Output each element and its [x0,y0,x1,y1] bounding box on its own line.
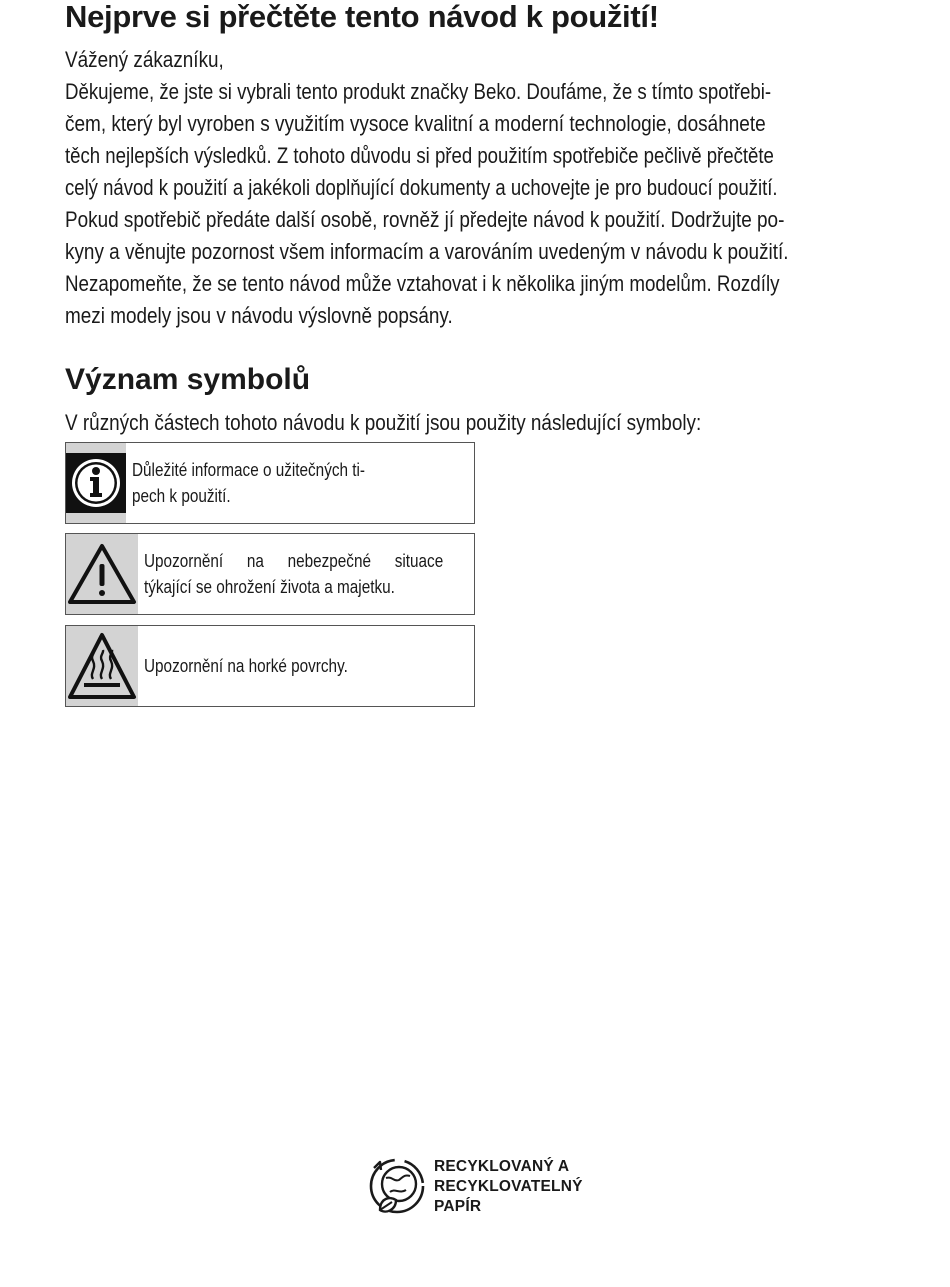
recycled-paper-icon [366,1152,428,1222]
intro-paragraph [65,76,887,332]
logo-line-2: RECYKLOVATELNÝ [434,1178,583,1195]
symbol-row-hot-surface [65,625,475,707]
symbol-text-cell [138,626,510,706]
intro-line: Pokud spotřebič předáte další osobě, rovněž jí předejte návod k použití. Dodržujte po- [65,207,785,232]
symbols-intro: V různých částech tohoto návodu k použití jsou použity následující symboly: [65,410,702,435]
intro-line: celý návod k použití a jakékoli doplňující dokumenty a uchovejte je pro budoucí použití. [65,175,778,200]
recycled-paper-label [434,1157,583,1217]
symbol-row-warning [65,533,475,615]
intro-line: kyny a věnujte pozornost všem informacím a varováním uvedeným v návodu k použití. [65,239,789,264]
hot-surface-icon [66,631,138,701]
logo-line-1: RECYKLOVANÝ A [434,1158,570,1175]
intro-line: Děkujeme, že jste si vybrali tento produkt značky Beko. Doufáme, že s tímto spotřebi- [65,79,772,104]
symbol-icon-cell [66,443,126,523]
symbol-description-line: pech k použití. [132,486,231,506]
symbol-icon-cell [66,534,138,614]
intro-line: mezi modely jsou v návodu výslovně popsány. [65,303,453,328]
symbol-description-line: Upozornění na nebezpečné situace [144,551,444,571]
info-icon [66,453,126,513]
intro-line: Nezapomeňte, že se tento návod může vztahovat i k několika jiným modelům. Rozdíly [65,271,780,296]
intro-line: těch nejlepších výsledků. Z tohoto důvodu si před použitím spotřebiče pečlivě přečtěte [65,143,774,168]
logo-line-3: PAPÍR [434,1198,482,1215]
symbol-description-line: Důležité informace o užitečných ti- [132,460,366,480]
symbols-heading: Význam symbolů [65,363,311,396]
symbol-description [132,457,438,509]
recycled-paper-logo [366,1152,583,1222]
symbol-description: Upozornění na horké povrchy. [144,656,348,676]
greeting: Vážený zákazníku, [65,47,224,72]
symbol-description-line: týkající se ohrožení života a majetku. [144,577,395,597]
intro-line: čem, který byl vyroben s využitím vysoce kvalitní a moderní technologie, dosáhnete [65,111,766,136]
symbol-icon-cell [66,626,138,706]
symbol-row-info [65,442,475,524]
symbol-text-cell [126,443,498,523]
symbol-description [144,548,450,600]
warning-icon [66,542,138,606]
page-title: Nejprve si přečtěte tento návod k použití! [65,0,659,34]
symbol-text-cell [138,534,510,614]
